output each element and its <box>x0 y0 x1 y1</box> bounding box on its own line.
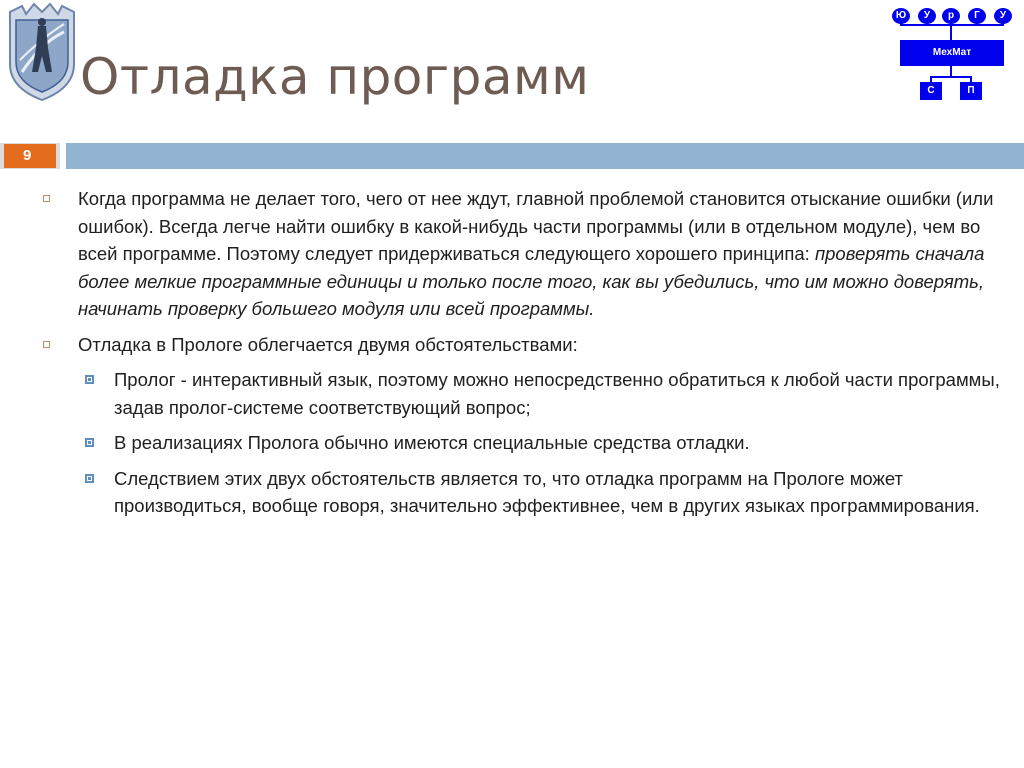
sub-bullet-item <box>40 429 1000 457</box>
mehmat-diagram <box>886 4 1020 108</box>
diagram-connector <box>930 76 972 78</box>
diagram-letter: П <box>960 82 982 100</box>
diagram-connector <box>950 26 952 40</box>
diagram-letter: Г <box>968 8 986 24</box>
square-bullet-icon <box>43 341 50 348</box>
bullet-text: Отладка в Прологе облегчается двумя обстоятельствами: <box>78 333 578 355</box>
diagram-letter: У <box>994 8 1012 24</box>
university-shield-logo <box>2 2 80 102</box>
bullet-item <box>40 185 1000 323</box>
sub-bullet-text: Пролог - интерактивный язык, поэтому можно непосредственно обратиться к любой части программы, задав пролог-системе соответствующий вопрос; <box>114 369 1000 418</box>
slide-number: 9 <box>4 144 56 168</box>
bullet-text: Когда программа не делает того, чего от нее ждут, главной проблемой становится отыскание ошибки (или ошибок). Всегда легче найти ошибку в какой-нибудь части программы (или в отдельном модуле), чем во всей программе. Поэтому следует придерживаться следующего хорошего принципа: <box>78 188 994 264</box>
square-bullet-icon <box>85 438 94 447</box>
diagram-connector <box>900 24 1004 26</box>
diagram-connector <box>950 66 952 76</box>
header-bar <box>66 143 1024 169</box>
sub-bullet-text: Следствием этих двух обстоятельств является то, что отладка программ на Прологе может производиться, вообще говоря, значительно эффективнее, чем в других языках программирования. <box>114 467 980 516</box>
diagram-center-label: МехМат <box>900 40 1004 66</box>
square-bullet-icon <box>85 474 94 483</box>
square-bullet-icon <box>85 375 94 384</box>
diagram-letter: С <box>920 82 942 100</box>
diagram-letter: Ю <box>892 8 910 24</box>
square-bullet-icon <box>43 195 50 202</box>
diagram-letter: У <box>918 8 936 24</box>
diagram-letter: р <box>942 8 960 24</box>
slide-title: Отладка программ <box>80 48 590 106</box>
bullet-item <box>40 331 1000 359</box>
bullet-text-italic: проверять сначала более мелкие программные единицы и только после того, как вы убедились, что им можно доверять, начинать проверку большего модуля или всей программы. <box>78 243 985 319</box>
sub-bullet-item <box>40 465 1000 520</box>
slide-body <box>40 185 1000 528</box>
sub-bullet-item <box>40 366 1000 421</box>
sub-bullet-text: В реализациях Пролога обычно имеются специальные средства отладки. <box>114 432 750 453</box>
